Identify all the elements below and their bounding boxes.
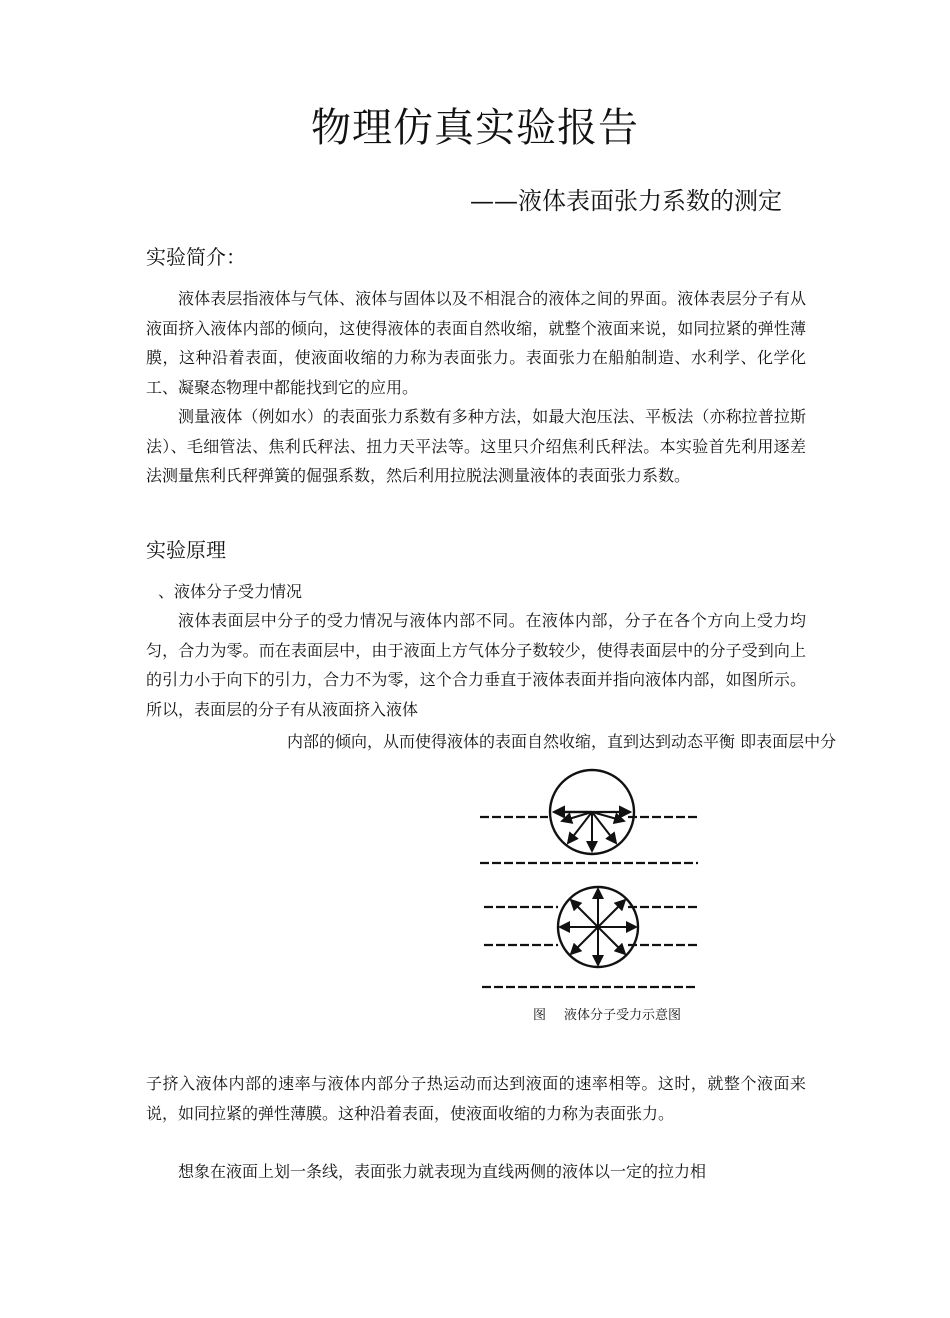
principle-paragraph: 液体表面层中分子的受力情况与液体内部不同。在液体内部，分子在各个方向上受力均匀，合力为零。而在表面层中，由于液面上方气体分子数较少，使得表面层中的分子受到向上的引力小于向下的引力，合力不为零，这个合力垂直于液体表面并指向液体内部，如图所示。所以，表面层的分子有从液面挤入液体 <box>146 611 806 720</box>
principle-continuation: 子挤入液体内部的速率与液体内部分子热运动而达到液面的速率相等。这时，就整个液面来说，如同拉紧的弹性薄膜。这种沿着表面，使液面收缩的力称为表面张力。 <box>146 1074 806 1123</box>
principle-overflow-line: 内部的倾向，从而使得液体的表面自然收缩，直到达到动态平衡 即表面层中分 <box>287 732 837 751</box>
report-subtitle: ——液体表面张力系数的测定 <box>470 187 782 215</box>
report-title: 物理仿真实验报告 <box>311 105 639 151</box>
principle-last-paragraph: 想象在液面上划一条线，表面张力就表现为直线两侧的液体以一定的拉力相 <box>178 1162 707 1181</box>
principle-subheading: 、液体分子受力情况 <box>158 582 303 601</box>
figure-caption <box>533 1006 681 1026</box>
intro-heading: 实验简介： <box>146 245 246 269</box>
intro-paragraph-1: 液体表层指液体与气体、液体与固体以及不相混合的液体之间的界面。液体表层分子有从液面挤入液体内部的倾向，这使得液体的表面自然收缩，就整个液面来说，如同拉紧的弹性薄膜，这种沿着表面，使液面收缩的力称为表面张力。表面张力在船舶制造、水利学、化学化工、凝聚态物理中都能找到它的应用。 <box>146 289 806 398</box>
molecule-force-diagram <box>478 765 700 993</box>
principle-heading: 实验原理 <box>146 538 226 562</box>
figure-caption-text: 液体分子受力示意图 <box>564 1008 682 1023</box>
intro-paragraph-2: 测量液体（例如水）的表面张力系数有多种方法，如最大泡压法、平板法（亦称拉普拉斯法）、毛细管法、焦利氏秤法、扭力天平法等。这里只介绍焦利氏秤法。本实验首先利用逐差法测量焦利氏秤弹簧的倔强系数，然后利用拉脱法测量液体的表面张力系数。 <box>146 407 806 486</box>
figure-caption-label: 图 <box>533 1008 547 1023</box>
